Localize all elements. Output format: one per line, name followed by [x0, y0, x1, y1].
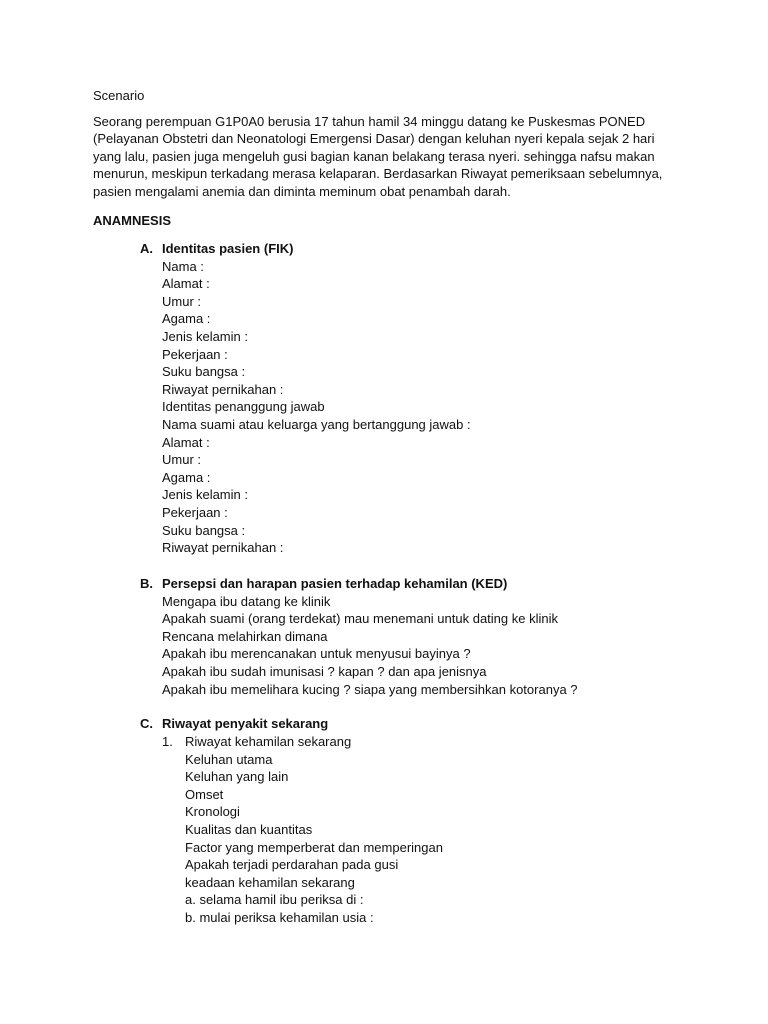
- section-a-letter: A.: [140, 241, 153, 256]
- list-item: Jenis kelamin :: [162, 487, 248, 503]
- section-b-letter: B.: [140, 576, 153, 591]
- anamnesis-heading: [93, 212, 673, 230]
- list-item: Suku bangsa :: [162, 522, 246, 538]
- list-item: Riwayat pernikahan :: [162, 540, 284, 556]
- section-c-sub-number: 1.: [162, 734, 173, 749]
- list-item: Identitas penanggung jawab: [162, 399, 325, 415]
- scenario-line: Seorang perempuan G1P0A0 berusia 17 tahun hamil 34 minggu datang ke Puskesmas PONED: [93, 114, 646, 129]
- list-item: Suku bangsa :: [162, 364, 246, 380]
- list-item: b. mulai periksa kehamilan usia :: [185, 909, 374, 925]
- section-b-heading: [140, 575, 507, 593]
- section-a-title: Identitas pasien (FIK): [162, 241, 294, 256]
- section-c-items: [185, 751, 443, 927]
- list-item: Keluhan utama: [185, 751, 273, 767]
- scenario-line: (Pelayanan Obstetri dan Neonatologi Emergensi Dasar) dengan keluhan nyeri kepala sejak 2 hari: [93, 131, 655, 147]
- section-c-subheading: [162, 733, 351, 751]
- list-item: Mengapa ibu datang ke klinik: [162, 593, 331, 609]
- list-item: Apakah ibu memelihara kucing ? siapa yang membersihkan kotoranya ?: [162, 681, 578, 697]
- list-item: Jenis kelamin :: [162, 328, 248, 344]
- list-item: Kronologi: [185, 804, 240, 820]
- section-c-letter: C.: [140, 716, 153, 731]
- scenario-title: [93, 87, 673, 105]
- list-item: Riwayat pernikahan :: [162, 381, 284, 397]
- section-c-sub-title: Riwayat kehamilan sekarang: [185, 734, 352, 749]
- scenario-paragraph: [93, 113, 673, 200]
- list-item: Umur :: [162, 452, 201, 468]
- list-item: Apakah terjadi perdarahan pada gusi: [185, 857, 399, 873]
- scenario-title-text: Scenario: [93, 88, 145, 103]
- list-item: Alamat :: [162, 276, 210, 292]
- anamnesis-heading-text: ANAMNESIS: [93, 213, 172, 228]
- section-a-items: [162, 258, 471, 557]
- list-item: Apakah ibu merencanakan untuk menyusui bayinya ?: [162, 646, 471, 662]
- section-b-title: Persepsi dan harapan pasien terhadap kehamilan (KED): [162, 576, 508, 591]
- list-item: Agama :: [162, 311, 211, 327]
- section-c-heading: [140, 715, 328, 733]
- list-item: Nama suami atau keluarga yang bertanggung jawab :: [162, 416, 471, 432]
- scenario-line: pasien mengalami anemia dan diminta meminum obat penambah darah.: [93, 183, 511, 199]
- list-item: Pekerjaan :: [162, 504, 228, 520]
- list-item: Omset: [185, 786, 224, 802]
- list-item: Agama :: [162, 469, 211, 485]
- list-item: Umur :: [162, 293, 201, 309]
- scenario-line: yang lalu, pasien juga mengeluh gusi bagian kanan belakang terasa nyeri. sehingga nafsu makan: [93, 148, 655, 164]
- section-b-items: [162, 593, 578, 699]
- section-c-title: Riwayat penyakit sekarang: [162, 716, 329, 731]
- list-item: Apakah suami (orang terdekat) mau menemani untuk dating ke klinik: [162, 611, 558, 627]
- list-item: Rencana melahirkan dimana: [162, 628, 328, 644]
- section-a-heading: [140, 240, 293, 258]
- list-item: Pekerjaan :: [162, 346, 228, 362]
- list-item: Kualitas dan kuantitas: [185, 821, 313, 837]
- list-item: Factor yang memperberat dan memperingan: [185, 839, 443, 855]
- list-item: Apakah ibu sudah imunisasi ? kapan ? dan apa jenisnya: [162, 663, 487, 679]
- scenario-line: menurun, meskipun terkadang merasa kelaparan. Berdasarkan Riwayat pemeriksaan sebelumnya,: [93, 166, 663, 182]
- list-item: Nama :: [162, 258, 204, 274]
- list-item: keadaan kehamilan sekarang: [185, 874, 355, 890]
- list-item: Alamat :: [162, 434, 210, 450]
- list-item: Keluhan yang lain: [185, 769, 289, 785]
- list-item: a. selama hamil ibu periksa di :: [185, 892, 364, 908]
